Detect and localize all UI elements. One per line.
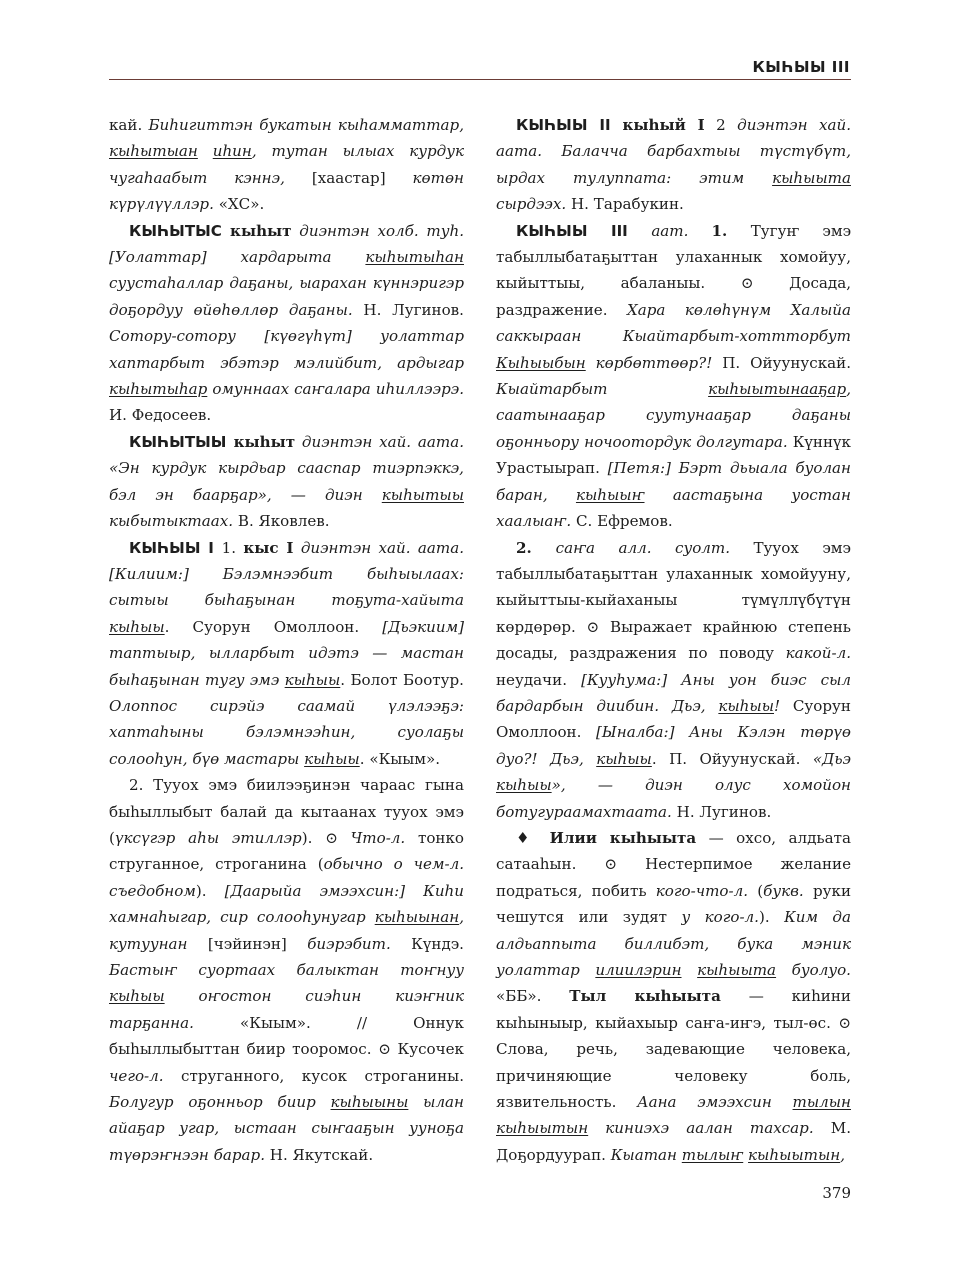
text-run: 2	[704, 116, 738, 134]
italic-text: , кутуунан	[109, 908, 464, 953]
text-run: П. Ойуунускай.	[669, 749, 813, 768]
italic-text: Бэрт дьыала буолан баран,	[496, 459, 851, 504]
italic-text: у кого-л.	[681, 908, 759, 927]
entry-kyhytyy	[109, 429, 464, 535]
italic-text: Биһигиттэн букатын кыһамматтар,	[148, 116, 465, 134]
example-keyword: кыһыынан	[374, 908, 460, 927]
entry-continuation	[109, 112, 464, 218]
example-keyword: кыһыы	[496, 776, 552, 795]
italic-text: ,	[840, 1145, 846, 1164]
italic-text	[682, 961, 698, 979]
italic-text: диэнтэн хай. аата.	[295, 432, 464, 451]
italic-text: [Ыналба:]	[596, 723, 675, 742]
example-keyword: кыһытыһан	[365, 248, 464, 267]
entry-kyhyy-1-sense-2	[109, 772, 464, 1168]
text-run: .	[164, 617, 193, 636]
example-keyword: кыһытыан	[109, 142, 198, 161]
italic-text: Аны Кэлэн төрүө дуо?! Дьэ,	[496, 723, 851, 768]
italic-text: Кыатан	[610, 1145, 682, 1164]
text-run: .	[359, 749, 370, 768]
text-run: (	[748, 881, 764, 900]
text-run: Н. Якутскай.	[269, 1145, 374, 1164]
example-keyword: кыһыытынааҕар	[708, 380, 847, 399]
italic-text: хардарыта	[206, 248, 366, 267]
right-column	[496, 112, 851, 1168]
example-keyword: кыһыы	[596, 749, 652, 768]
italic-text: диэнтэн хай. аата.	[293, 538, 465, 557]
text-run: «Кыым». // Оннук быһыллыбыттан биир тооромос. ⊙ Кусочек	[109, 1013, 464, 1059]
italic-text: суустаһаллар даҕаны, ыарахан күннэригэр доҕордуу өйөһөллөр даҕаны.	[109, 274, 464, 319]
example-keyword: Кыһыыбын	[496, 353, 586, 372]
italic-text: оҥостон сиэһин киэҥник тарҕанна.	[109, 987, 464, 1032]
text-run: ).	[195, 881, 225, 900]
headword: КЫҺЫЫ II	[516, 116, 623, 134]
text-run: 2. Тууох эмэ биилээҕинэн чараас гына быһыллыбыт балай да кытаанах тууох эмэ (	[109, 776, 464, 847]
text-run: Н. Лугинов.	[676, 802, 772, 821]
italic-text: [Даарыйа эмээхсин:]	[224, 881, 406, 900]
italic-text: көрбөттөөр?!	[585, 353, 723, 372]
headword: КЫҺЫЫ I	[129, 538, 222, 557]
italic-text: кого-что-л.	[655, 881, 749, 900]
italic-text: биэрэбит.	[286, 934, 412, 953]
bold-term: Тыл кыһыыта	[569, 987, 721, 1006]
example-keyword: тылын	[792, 1093, 851, 1112]
italic-text: омуннаах саҥалара иһиллээрэ.	[207, 380, 464, 399]
example-keyword: кыһыы	[109, 617, 165, 636]
italic-text: [Дьэкиим]	[382, 617, 464, 636]
italic-text: букв.	[763, 881, 804, 900]
italic-text: саҥа алл. суолт.	[555, 538, 731, 557]
bold-term: кыһый I	[622, 116, 705, 134]
example-keyword: кыһыы	[718, 696, 774, 715]
entry-kyhyy-1	[109, 535, 464, 773]
example-keyword: кыһытыы	[381, 485, 464, 504]
text-run: тонко струганное, строганина (	[109, 828, 464, 874]
italic-text: Бастыҥ суортаах балыктан тоҥнуу	[109, 961, 464, 979]
text-run: 1.	[221, 538, 244, 557]
bold-term: кыһыт	[230, 221, 292, 240]
example-keyword: кыһыыны	[330, 1093, 409, 1112]
bold-term: 2.	[516, 538, 556, 557]
italic-text: Олоппос сирэйэ саамай үлэлээҕэ: хаптаһыны бэлэмнээһин, суолаҕы солооһун, бүө мастары	[109, 696, 464, 768]
italic-text: аат.	[651, 221, 712, 240]
italic-text: таптыыр, ылларбыт идэтэ — мастан быһаҕынан тугу эмэ	[109, 644, 464, 689]
text-run: .	[340, 670, 351, 689]
text-run: струганного, кусок строганины.	[163, 1066, 464, 1085]
text-run: Н. Лугинов.	[363, 300, 464, 319]
text-run: М. Доҕордуурап.	[496, 1119, 851, 1164]
text-run: «ХС».	[218, 195, 265, 214]
italic-text: кыбытыктаах.	[109, 512, 238, 531]
italic-text: көтөн күрүлүүллэр.	[109, 168, 464, 214]
text-run: .	[651, 749, 670, 768]
example-keyword: илиилэрин	[595, 961, 682, 979]
example-keyword: кыһыытын	[748, 1145, 841, 1164]
bold-term: Илии кыһыыта	[549, 828, 697, 847]
italic-text: «Эн курдук кырдьар сааспар тиэрпэккэ, бэл эн баарҕар», — диэн	[109, 459, 464, 504]
headword: КЫҺЫТЫС	[129, 221, 231, 240]
text-run: [чэйинэн]	[207, 934, 287, 953]
example-keyword: кыһыыҥ	[575, 485, 645, 504]
headword: КЫҺЫЫ III	[516, 221, 652, 240]
italic-text: аастаҕына уостан хаалыаҥ.	[496, 485, 851, 531]
text-run: Суорун Омоллоон.	[192, 617, 383, 636]
text-run: Күндэ.	[411, 934, 464, 953]
italic-text: [Петя:]	[607, 459, 671, 478]
italic-text: [Килиим:]	[109, 564, 189, 583]
text-run: Тууох эмэ табыллыбатаҕыттан улаханнык хомойууну, кыйыттыы-кыйаханыы түмүллүбүтүн көрдөрөр. ⊙ Выражает крайнюю степень досады, раздражения по поводу	[496, 538, 852, 663]
italic-text: !	[774, 696, 793, 715]
text-run: — охсо, алдьата сатааһын. ⊙ Нестерпимое желание подраться, побить	[496, 828, 851, 900]
example-keyword: кыһыы	[304, 749, 360, 768]
italic-text	[198, 142, 213, 160]
example-keyword: кыһыыта	[697, 961, 777, 979]
text-run: П. Ойуунускай.	[722, 353, 852, 372]
text-run: [хаастар]	[311, 168, 386, 187]
italic-text: чего-л.	[109, 1066, 164, 1085]
italic-text: сырдээх.	[496, 195, 571, 214]
bold-term: кыһыт	[233, 432, 296, 451]
italic-text: диэнтэн холб. туһ.	[291, 221, 464, 240]
italic-text: , тутан ылыах курдук чугаһаабыт кэннэ,	[109, 142, 464, 187]
running-header: КЫҺЫЫ III	[752, 58, 850, 76]
text-run: ).	[758, 908, 785, 927]
bold-term: кыс I	[243, 538, 294, 557]
italic-text: [Уолаттар]	[109, 248, 207, 267]
text-run: Тугуҥ эмэ табыллыбатаҕыттан улаханнык хомойуу, кыйыттыы, абаланыы. ⊙ Досада, раздражение.	[496, 221, 852, 319]
italic-text: диэнтэн хай. аата. Балачча барбахтыы түстүбүт, ырдах тулуппата: этим	[496, 116, 851, 187]
text-run: неудачи.	[496, 670, 582, 689]
italic-text: Аны уон биэс сыл бардарбын диибин. Дьэ,	[496, 670, 851, 715]
italic-text: киниэхэ аалан тахсар.	[588, 1119, 831, 1138]
header-rule	[109, 79, 851, 80]
italic-text: , саатынааҕар суутунааҕар даҕаны оҕонньору ночоотордук долгутара.	[496, 380, 851, 451]
text-run: Н. Тарабукин.	[571, 195, 684, 214]
headword: КЫҺЫТЫЫ	[129, 432, 234, 451]
italic-text: Что-л.	[350, 828, 406, 847]
italic-text: Киһи хамнаһыгар, сир солооһунугар	[109, 881, 464, 927]
example-keyword: кыһыыта	[772, 168, 851, 187]
left-column	[109, 112, 464, 1168]
text-run: ). ⊙	[301, 828, 351, 847]
italic-text: Ким да алдьаппыта биллибэт, бука мэник уолаттар	[496, 908, 851, 979]
italic-text: Хара көлөһүнүм Халыйа саккыраан Кыайтарбыт-хоттторбут	[496, 300, 851, 346]
italic-text: Болугур оҕонньор биир	[109, 1093, 331, 1112]
entry-idioms	[496, 825, 851, 1168]
example-keyword: иһин	[212, 142, 252, 161]
italic-text: обычно о чем-л. съедобном	[109, 855, 464, 900]
text-run: Суорун Омоллоон.	[496, 696, 851, 742]
italic-text: үксүгэр аһы этиллэр	[114, 828, 302, 847]
italic-text: Кыайтарбыт	[496, 380, 709, 399]
text-run: «ББ».	[496, 987, 570, 1006]
entry-kyhytys	[109, 218, 464, 429]
bold-term: 1.	[711, 221, 751, 240]
example-keyword: тылыҥ	[681, 1145, 744, 1164]
italic-text: Сотору-сотору [күөгүһүт] уолаттар хаптарбыт эбэтэр мэлийбит, ардыгар	[109, 327, 464, 372]
italic-text: Аана эмээхсин	[637, 1093, 793, 1112]
italic-text: Бэлэмнээбит быһыылаах: сытыы быһаҕынан тоҕута-хайыта	[109, 564, 464, 610]
entry-kyhyy-3	[496, 218, 851, 535]
example-keyword: кыһыы	[284, 670, 341, 689]
text-run: Болот Боотур.	[350, 670, 464, 689]
italic-text: [Кууһума:]	[581, 670, 668, 689]
page-number: 379	[822, 1184, 851, 1202]
italic-text: », — диэн олус хомойон ботугураамахтаата.	[496, 776, 851, 821]
entry-kyhyy-3-sense-2	[496, 535, 851, 825]
entry-kyhyy-2	[496, 112, 851, 218]
text-run: руки чешутся или зудят	[496, 881, 852, 927]
italic-text: «Дьэ	[812, 749, 851, 768]
example-keyword: кыһытыһар	[109, 380, 208, 399]
text-run: В. Яковлев.	[237, 512, 330, 531]
italic-text: буолуо.	[776, 961, 851, 979]
text-run: «Кыым».	[369, 749, 441, 768]
text-run: ♦	[516, 828, 550, 847]
text-run: кай.	[109, 116, 149, 134]
text-run: — киһини кыһыныыр, кыйахыыр саҥа-иҥэ, тыл-өс. ⊙ Слова, речь, задевающие человека, причиняющие человеку боль, язвительность.	[496, 987, 851, 1112]
italic-text: ылан айаҕар угар, ыстаан сыҥааҕын ууноҕа түөрэҥнээн барар.	[109, 1093, 464, 1164]
example-keyword: кыһыытын	[496, 1119, 589, 1138]
example-keyword: кыһыы	[109, 987, 165, 1006]
text-run: И. Федосеев.	[109, 406, 212, 425]
text-run: Күннүк Урастыырап.	[496, 432, 851, 478]
text-run: С. Ефремов.	[575, 512, 673, 531]
italic-text: какой-л.	[785, 644, 851, 663]
